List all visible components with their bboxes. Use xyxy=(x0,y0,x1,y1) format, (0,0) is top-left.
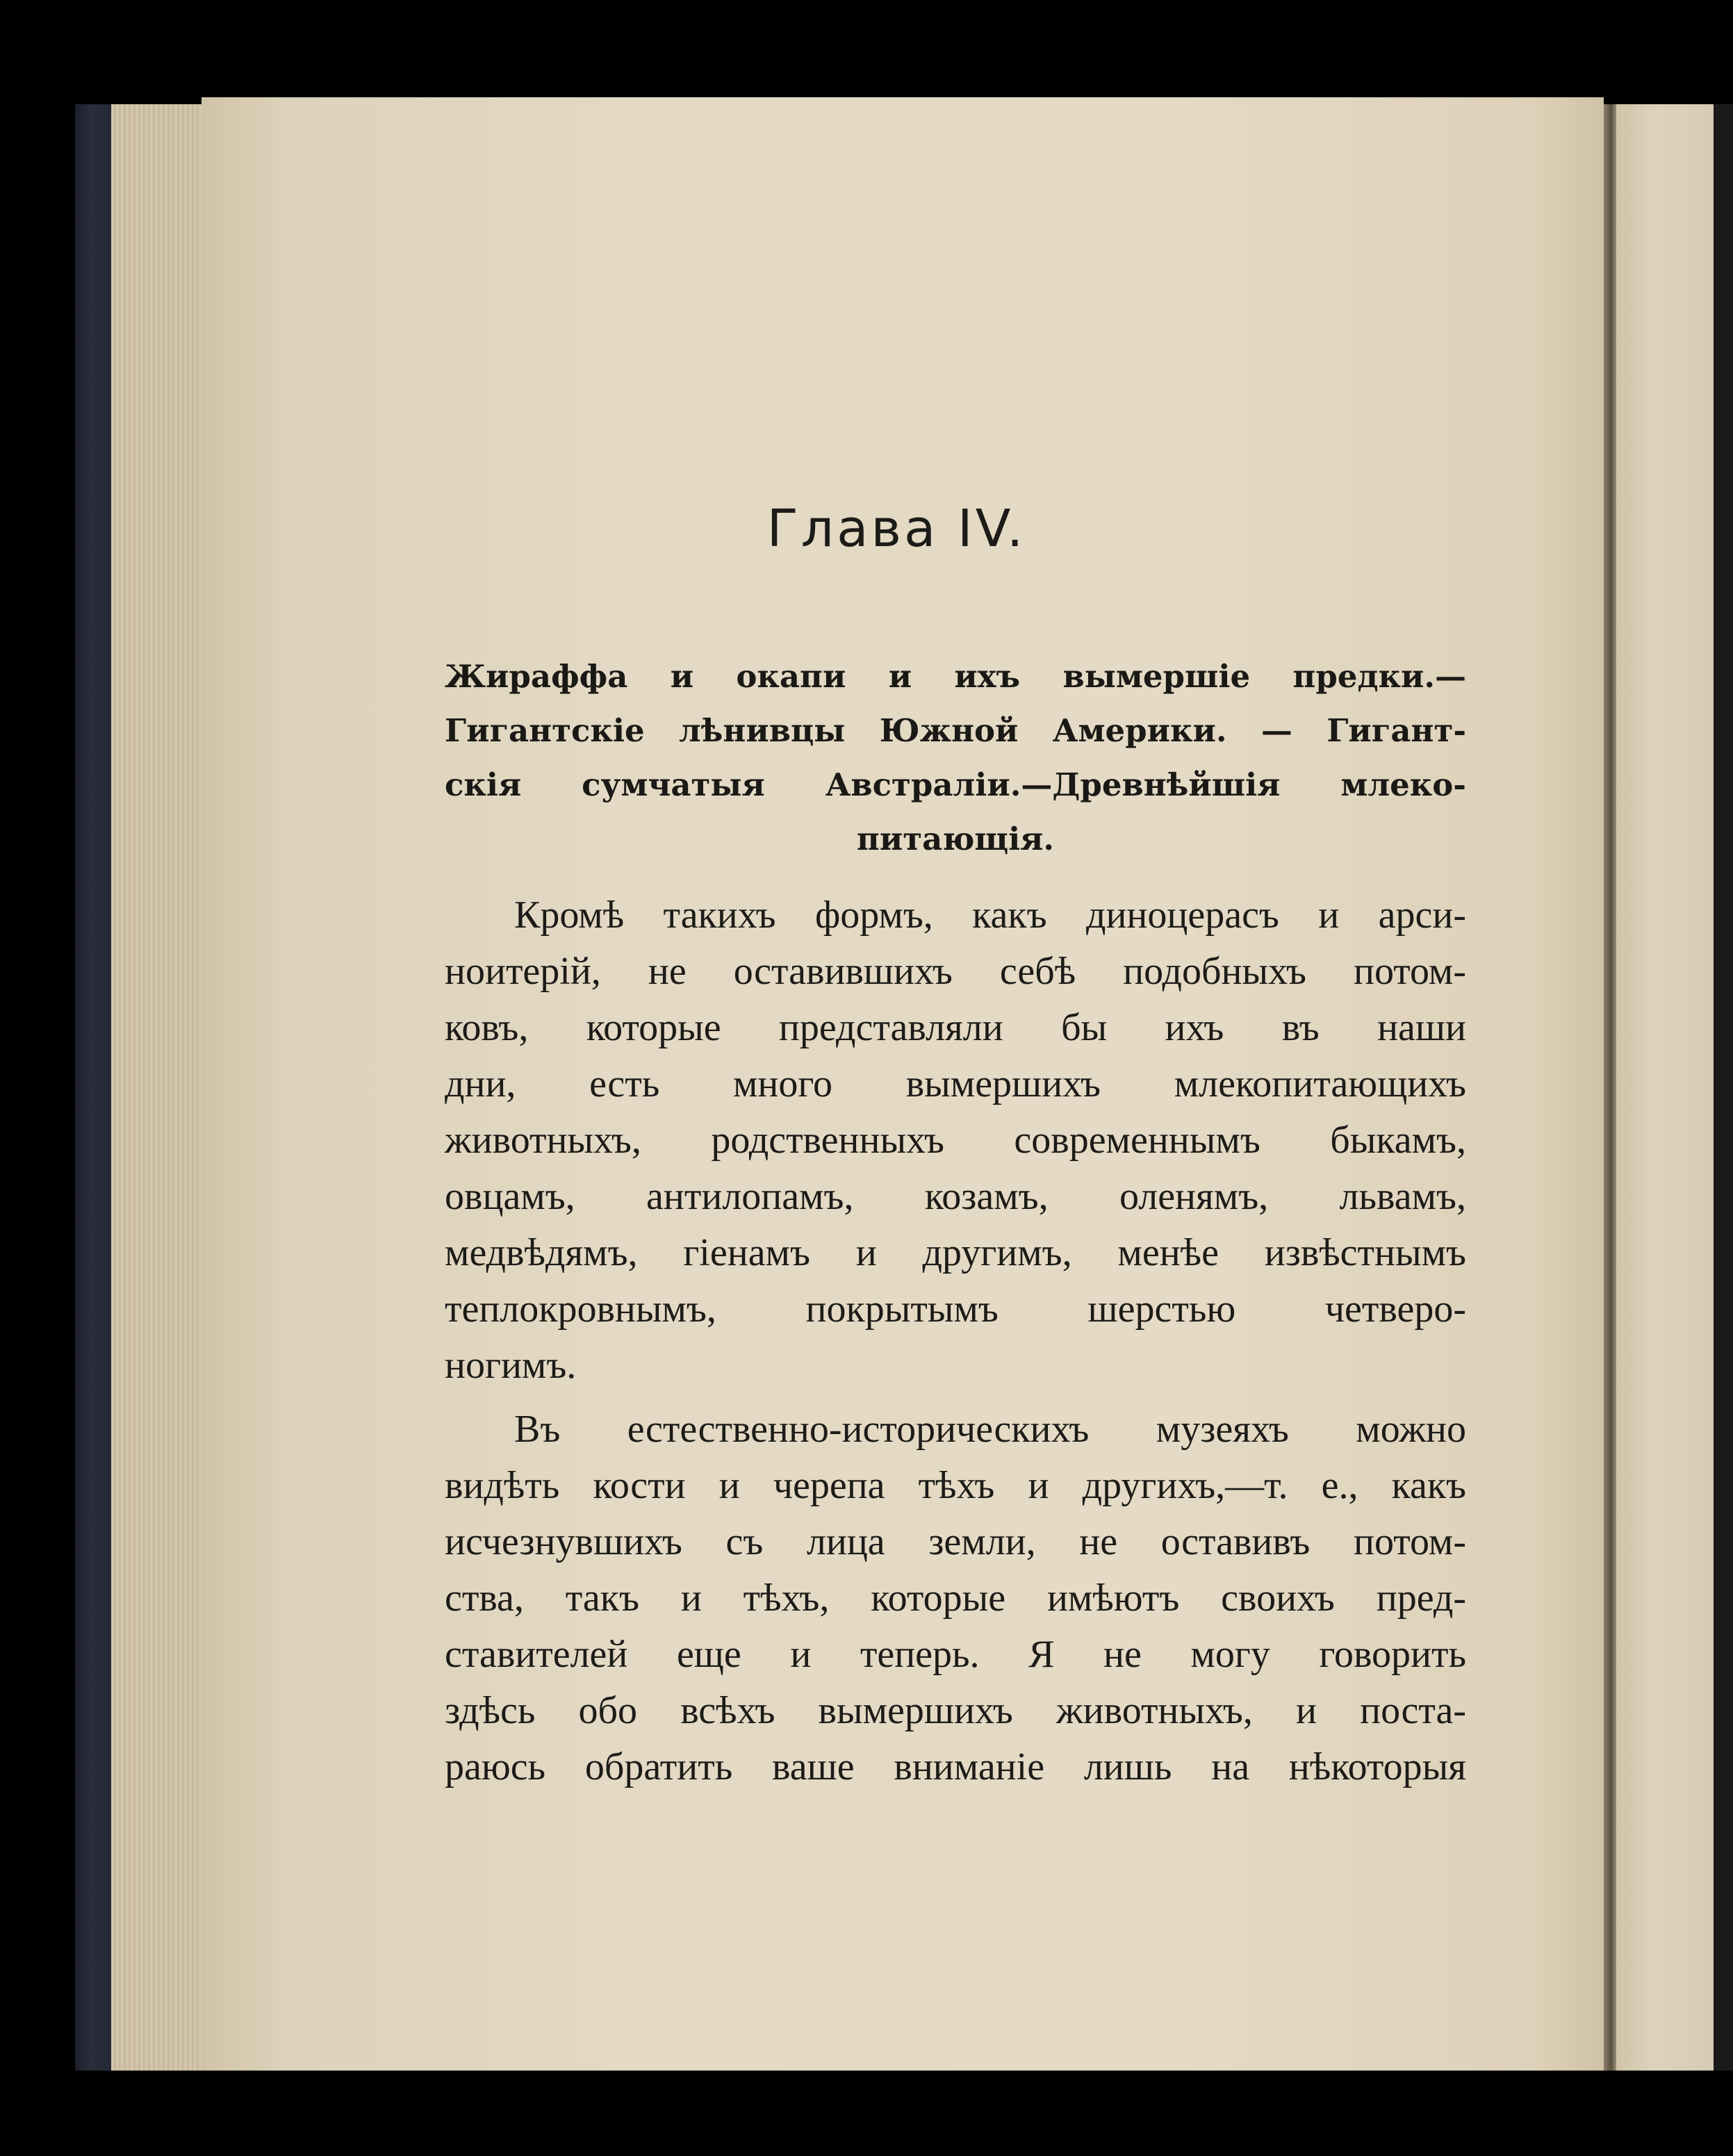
text-line: Въ естественно-историческихъ музеяхъ можно xyxy=(514,1408,1466,1451)
text-line: исчезнувшихъ съ лица земли, не оставивъ потом- xyxy=(445,1520,1466,1563)
text-line: ства, такъ и тѣхъ, которые имѣютъ своихъ пред- xyxy=(445,1577,1466,1620)
book-gutter xyxy=(1604,104,1616,2071)
text-line: медвѣдямъ, гіенамъ и другимъ, менѣе извѣстнымъ xyxy=(445,1231,1466,1274)
summary-line: питающія. xyxy=(856,821,1055,857)
summary-line: скія сумчатыя Австраліи.—Древнѣйшія млеко- xyxy=(445,766,1466,803)
page-edges xyxy=(111,104,202,2071)
summary-line: Гигантскіе лѣнивцы Южной Америки. — Гигант- xyxy=(445,712,1466,749)
text-line: ставителей еще и теперь. Я не могу говорить xyxy=(445,1633,1466,1676)
paragraph-2 xyxy=(445,1401,1466,1795)
text-line: дни, есть много вымершихъ млекопитающихъ xyxy=(445,1062,1466,1105)
book-cover-right xyxy=(1714,104,1733,2071)
chapter-title: Глава IV. xyxy=(766,499,1026,559)
text-line: видѣть кости и черепа тѣхъ и другихъ,—т. е., какъ xyxy=(445,1464,1466,1507)
facing-page xyxy=(1616,104,1714,2071)
text-line: животныхъ, родственныхъ современнымъ быкамъ, xyxy=(445,1119,1466,1162)
text-line: ногимъ. xyxy=(445,1344,577,1387)
paragraph-1 xyxy=(445,887,1466,1394)
text-line: овцамъ, антилопамъ, козамъ, оленямъ, львамъ, xyxy=(445,1175,1466,1218)
text-line: теплокровнымъ, покрытымъ шерстью четверо- xyxy=(445,1287,1466,1331)
text-line: ноитерій, не оставившихъ себѣ подобныхъ потом- xyxy=(445,950,1466,993)
book-cover-left xyxy=(75,104,117,2071)
text-line: раюсь обратить ваше вниманіе лишь на нѣкоторыя xyxy=(445,1745,1466,1788)
text-line: Кромѣ такихъ формъ, какъ диноцерасъ и арси- xyxy=(514,894,1466,937)
text-line: здѣсь обо всѣхъ вымершихъ животныхъ, и поста- xyxy=(445,1689,1466,1732)
summary-line: Жираффа и окапи и ихъ вымершіе предки.— xyxy=(445,658,1466,695)
text-line: ковъ, которые представляли бы ихъ въ наши xyxy=(445,1006,1466,1049)
chapter-summary xyxy=(445,650,1466,866)
